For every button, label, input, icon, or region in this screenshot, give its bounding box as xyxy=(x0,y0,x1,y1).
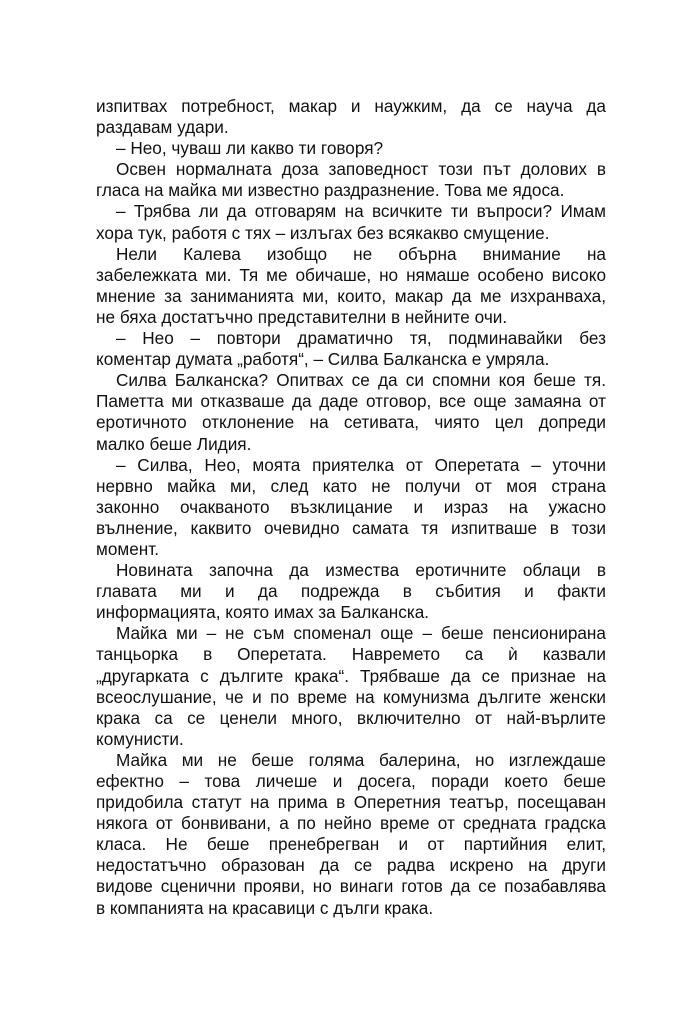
text-line: Майка ми не беше голяма балерина, но изглеждаше xyxy=(116,749,606,770)
text-line: „другарката с дългите крака“. Трябваше да се признае на xyxy=(96,665,606,686)
text-line: нервно майка ми, след като не получи от моя страна xyxy=(96,475,606,496)
text-line: някога от бонвивани, а по нейно време от средната градска xyxy=(96,813,606,834)
text-line: момент. xyxy=(96,538,159,559)
text-line: Паметта ми отказваше да даде отговор, все още замаяна от xyxy=(96,391,606,412)
text-line: хора тук, работя с тях – излъгах без всякакво смущение. xyxy=(96,222,550,243)
book-page xyxy=(96,96,606,919)
text-line: не бяха достатъчно представителни в нейните очи. xyxy=(96,306,508,327)
text-line: законно очакваното възклицание и израз на ужасно xyxy=(96,496,606,517)
text-line: Освен нормалната доза заповедност този път долових в xyxy=(116,159,606,180)
text-line: мнение за заниманията ми, които, макар да ме изхранваха, xyxy=(96,285,606,306)
text-line: – Силва, Нео, моята приятелка от Оперетата – уточни xyxy=(116,454,606,475)
text-line: комунисти. xyxy=(96,728,184,749)
text-line: – Нео – повтори драматично тя, подминавайки без xyxy=(116,328,606,349)
text-line: Новината започна да измества еротичните облаци в xyxy=(116,560,606,581)
text-line: танцьорка в Оперетата. Навремето са ѝ казвали xyxy=(96,644,606,665)
text-line: в компанията на красавици с дълги крака. xyxy=(96,897,434,918)
text-line: – Трябва ли да отговарям на всичките ти въпроси? Имам xyxy=(116,201,606,222)
text-line: видове сценични прояви, но винаги готов да се позабавлява xyxy=(96,876,606,897)
text-line: изпитвах потребност, макар и наужким, да се науча да xyxy=(96,96,606,116)
text-line: главата ми и да подрежда в събития и факти xyxy=(96,581,606,602)
text-line: недостатъчно образован да се радва искрено на други xyxy=(96,855,606,876)
text-line: раздавам удари. xyxy=(96,117,229,138)
text-line: Майка ми – не съм споменал още – беше пенсионирана xyxy=(116,623,606,644)
text-line: всеослушание, че и по време на комунизма дългите женски xyxy=(96,686,606,707)
text-line: малко беше Лидия. xyxy=(96,433,252,454)
text-line: еротичното отклонение на сетивата, чиято цел допреди xyxy=(96,412,606,433)
text-line: коментар думата „работя“, – Силва Балканска е умряла. xyxy=(96,349,550,370)
text-line: гласа на майка ми известно раздразнение. Това ме ядоса. xyxy=(96,180,565,201)
text-line: вълнение, каквито очевидно самата тя изпитваше в този xyxy=(96,517,606,538)
text-line: класа. Не беше пренебрегван и от партийния елит, xyxy=(96,834,606,855)
text-line: Силва Балканска? Опитвах се да си спомни коя беше тя. xyxy=(116,370,606,391)
text-line: крака са се ценели много, включително от най-върлите xyxy=(96,707,606,728)
text-line: ефектно – това личеше и досега, поради което беше xyxy=(96,771,606,791)
text-line: забележката ми. Тя ме обичаше, но нямаше особено високо xyxy=(96,264,606,285)
text-line: придобила статут на прима в Оперетния театър, посещаван xyxy=(96,792,606,813)
text-line: – Нео, чуваш ли какво ти говоря? xyxy=(116,138,384,159)
text-line: Нели Калева изобщо не обърна внимание на xyxy=(116,243,606,264)
text-line: информацията, която имах за Балканска. xyxy=(96,602,430,623)
